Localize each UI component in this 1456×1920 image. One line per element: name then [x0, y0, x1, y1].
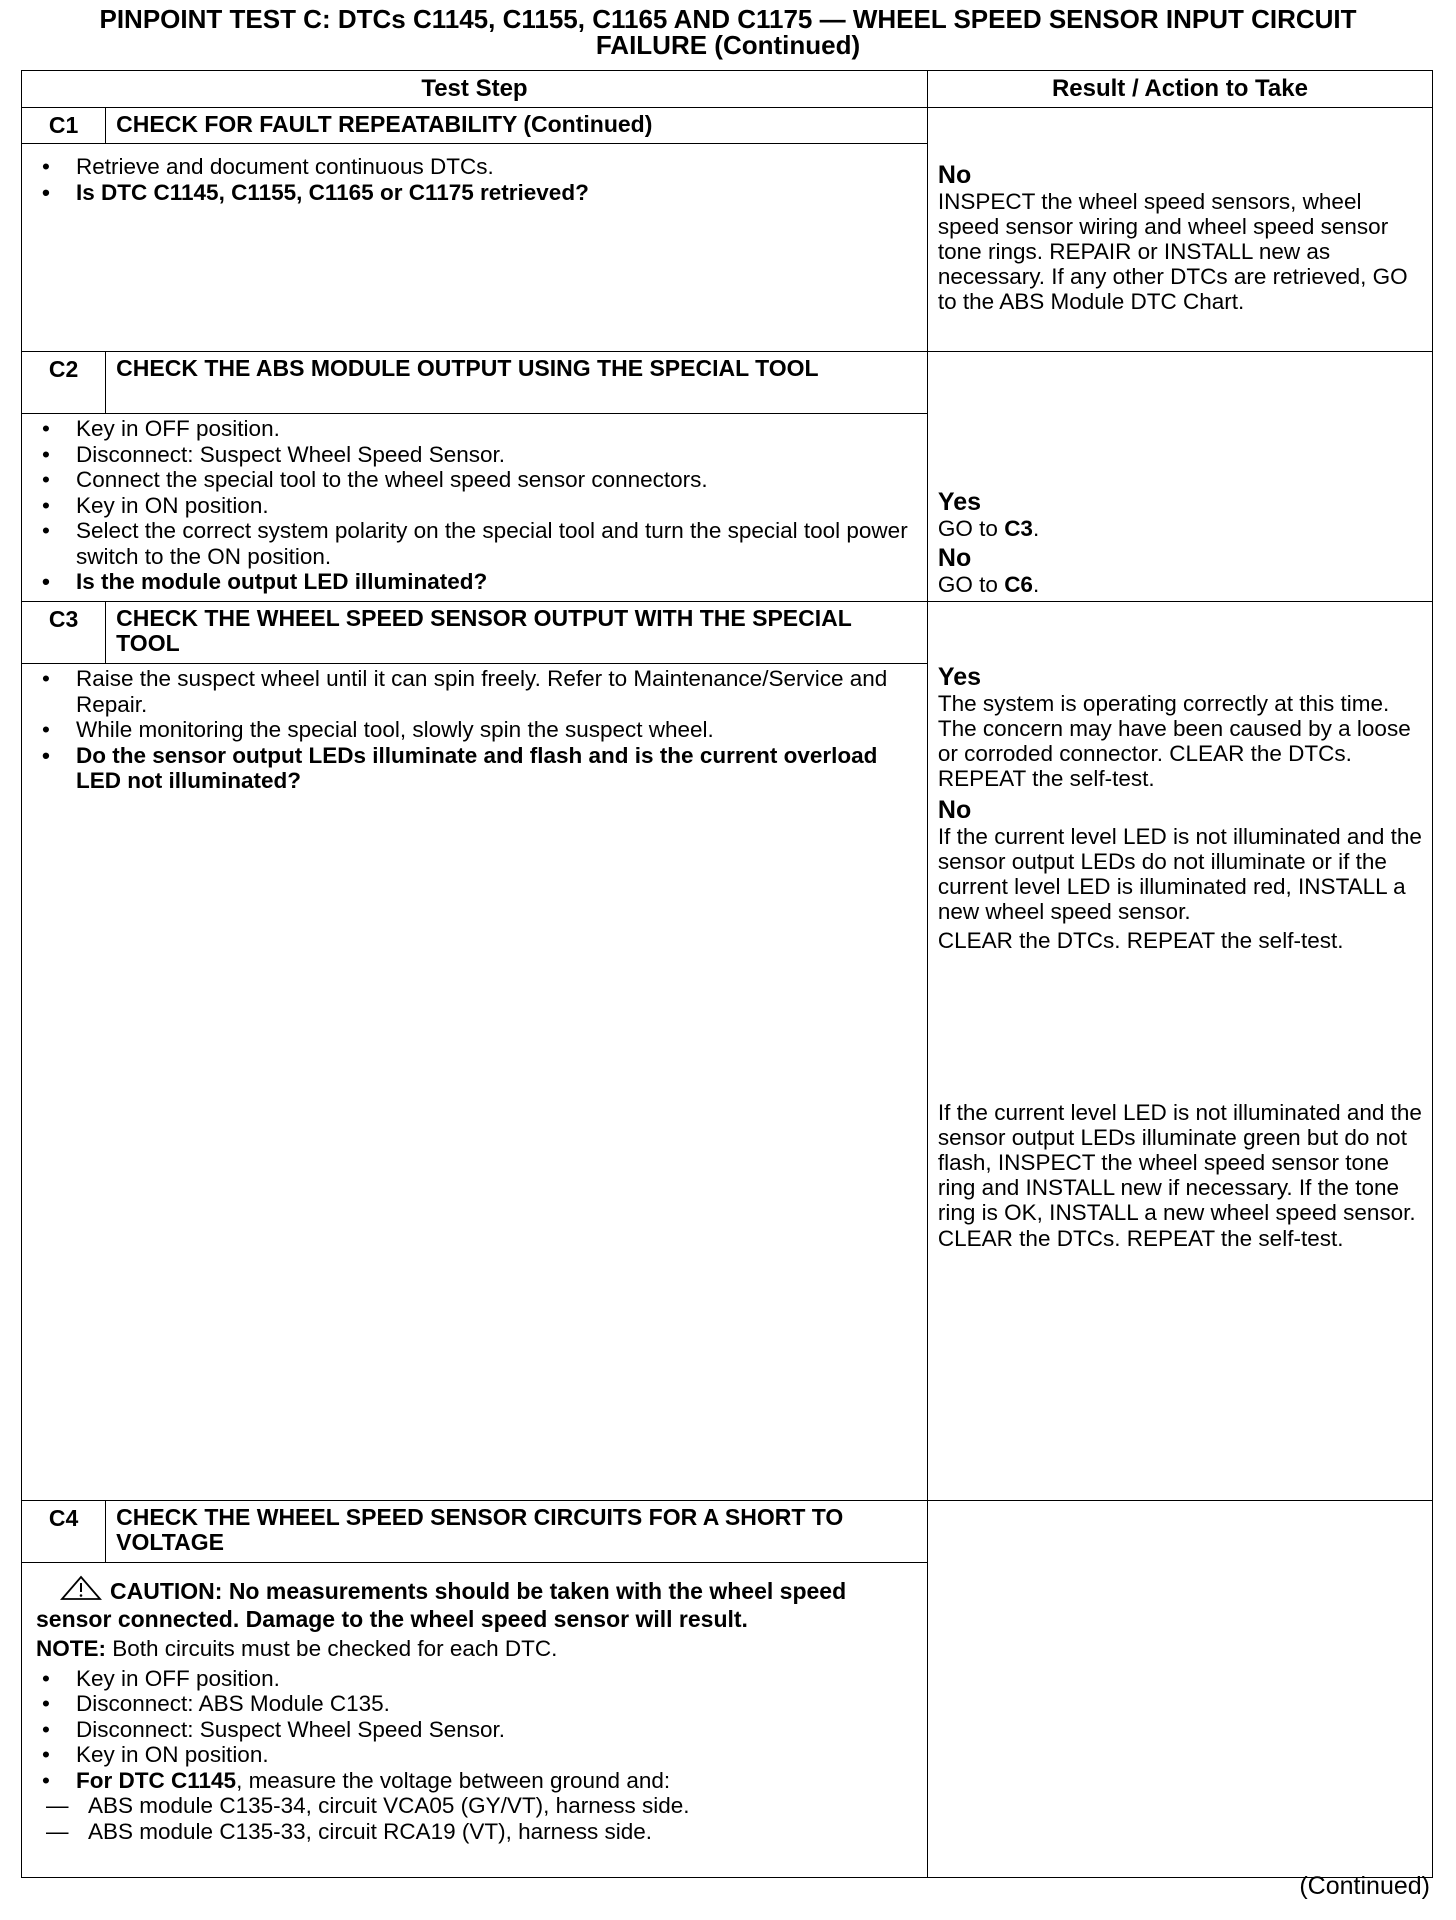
warning-triangle-icon [60, 1575, 102, 1607]
result-c2-yes-prefix: GO to [937, 516, 1005, 541]
list-item: • While monitoring the special tool, slowly spin the suspect wheel. [36, 717, 917, 743]
measure-text: , measure the voltage between ground and: [236, 1767, 671, 1793]
step-heading-c3: CHECK THE WHEEL SPEED SENSOR OUTPUT WITH THE SPECIAL TOOL [106, 602, 928, 664]
result-c4 [927, 1501, 1432, 1878]
step-id-c4: C4 [22, 1501, 106, 1563]
result-c3-no-text-3: If the current level LED is not illuminated and the sensor output LEDs illuminate green but do not flash, INSPECT the wheel speed sensor tone ring and INSTALL new if necessary. If the tone ring is OK, INSTALL a new wheel speed sensor. [937, 1100, 1422, 1225]
step-id-c2: C2 [22, 352, 106, 414]
step-body-c2 [22, 414, 928, 602]
result-c3 [927, 602, 1432, 1501]
measure-bold: For DTC C1145 [76, 1767, 237, 1793]
list-item-measure [36, 1768, 917, 1845]
caution-text: CAUTION: No measurements should be taken with the wheel speed sensor connected. Damage to the wheel speed sensor will result. [36, 1578, 847, 1632]
table-header-row [22, 71, 1433, 108]
title-line-2: FAILURE (Continued) [595, 30, 861, 60]
continued-label: (Continued) [1299, 1872, 1430, 1900]
result-c1-no-text: INSPECT the wheel speed sensors, wheel speed sensor wiring and wheel speed sensor tone rings. REPAIR or INSTALL new as necessary. If any other DTCs are retrieved, GO to the ABS Module DTC Chart. [937, 189, 1408, 314]
step-question-c2: • Is the module output LED illuminated? [36, 569, 917, 595]
step-body-c3 [22, 664, 928, 1501]
result-c2 [927, 352, 1432, 602]
caution-block [36, 1575, 917, 1632]
result-c2-no-label: No [937, 544, 972, 572]
step-heading-c4: CHECK THE WHEEL SPEED SENSOR CIRCUITS FOR A SHORT TO VOLTAGE [106, 1501, 928, 1563]
note-label: NOTE: [36, 1636, 106, 1661]
result-c1-no-label: No [937, 161, 972, 189]
result-c2-no-suffix: . [1032, 572, 1040, 597]
step-question-c1: • Is DTC C1145, C1155, C1165 or C1175 retrieved? [36, 180, 917, 206]
result-c2-yes-suffix: . [1032, 516, 1040, 541]
step-c2-header-row [22, 352, 1433, 414]
result-c2-no-prefix: GO to [937, 572, 1005, 597]
result-c3-no-text-4: CLEAR the DTCs. REPEAT the self-test. [937, 1226, 1344, 1251]
header-result: Result / Action to Take [927, 71, 1432, 108]
step-body-c1 [22, 144, 928, 352]
list-item: • Key in ON position. [36, 493, 917, 519]
list-item: • Raise the suspect wheel until it can spin freely. Refer to Maintenance/Service and Repair. [36, 666, 917, 717]
result-c3-no-text-1: If the current level LED is not illuminated and the sensor output LEDs do not illuminate or if the current level LED is illuminated red, INSTALL a new wheel speed sensor. [937, 824, 1422, 924]
pinpoint-test-table [21, 70, 1433, 1878]
result-c2-no-text [938, 572, 1426, 597]
list-item: • Disconnect: Suspect Wheel Speed Sensor. [36, 1717, 917, 1743]
step-id-c1: C1 [22, 108, 106, 144]
result-c1 [927, 108, 1432, 352]
step-heading-c2: CHECK THE ABS MODULE OUTPUT USING THE SPECIAL TOOL [106, 352, 928, 414]
step-id-c3: C3 [22, 602, 106, 664]
result-c3-no-text-2: CLEAR the DTCs. REPEAT the self-test. [937, 928, 1344, 953]
list-item: • Retrieve and document continuous DTCs. [36, 154, 917, 180]
page-title [0, 6, 1456, 58]
note-block [36, 1636, 917, 1662]
result-c2-yes-text [938, 516, 1426, 541]
list-item: • Key in OFF position. [36, 1666, 917, 1692]
dash-item: — ABS module C135-33, circuit RCA19 (VT), harness side. [36, 1819, 917, 1845]
step-c4-header-row [22, 1501, 1433, 1563]
step-body-c4 [22, 1563, 928, 1878]
list-item: • Key in ON position. [36, 1742, 917, 1768]
dash-item: — ABS module C135-34, circuit VCA05 (GY/VT), harness side. [36, 1793, 917, 1819]
result-c3-yes-text: The system is operating correctly at this time. The concern may have been caused by a loose or corroded connector. CLEAR the DTCs. REPEAT the self-test. [937, 691, 1411, 791]
result-c2-yes-target: C3 [1004, 516, 1033, 541]
note-text: Both circuits must be checked for each DTC. [106, 1636, 558, 1661]
list-item: • Disconnect: Suspect Wheel Speed Sensor. [36, 442, 917, 468]
step-c3-header-row [22, 602, 1433, 664]
list-item: • Select the correct system polarity on the special tool and turn the special tool power switch to the ON position. [36, 518, 917, 569]
result-c2-yes-label: Yes [937, 488, 982, 516]
result-c3-yes-label: Yes [937, 663, 982, 691]
list-item: • Key in OFF position. [36, 416, 917, 442]
header-test-step: Test Step [22, 71, 928, 108]
result-c3-no-label: No [937, 796, 972, 824]
result-c2-no-target: C6 [1004, 572, 1033, 597]
title-line-1: PINPOINT TEST C: DTCs C1145, C1155, C1165 AND C1175 — WHEEL SPEED SENSOR INPUT CIRCUIT [99, 4, 1357, 34]
list-item: • Disconnect: ABS Module C135. [36, 1691, 917, 1717]
list-item: • Connect the special tool to the wheel speed sensor connectors. [36, 467, 917, 493]
step-question-c3: • Do the sensor output LEDs illuminate and flash and is the current overload LED not illuminated? [36, 743, 917, 794]
step-heading-c1: CHECK FOR FAULT REPEATABILITY (Continued) [106, 108, 928, 144]
step-c1-header-row [22, 108, 1433, 144]
